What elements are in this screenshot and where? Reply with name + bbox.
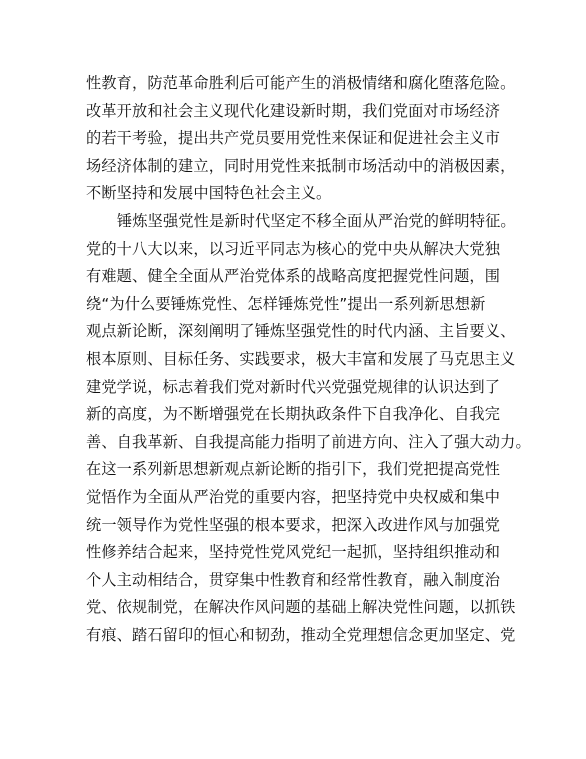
text-line: 党的十八大以来，以习近平同志为核心的党中央从解决大党独 bbox=[86, 239, 501, 258]
text-line: 观点新论断，深刻阐明了锤炼坚强党性的时代内涵、主旨要义、 bbox=[86, 322, 516, 341]
text-line: 性修养结合起来，坚持党性党风党纪一起抓，坚持组织推动和 bbox=[86, 543, 501, 562]
text-line: 的若干考验，提出共产党员要用党性来保证和促进社会主义市 bbox=[86, 129, 501, 148]
text-line: 有难题、健全全面从严治党体系的战略高度把握党性问题，围 bbox=[86, 267, 501, 286]
text-line: 党、依规制党，在解决作风问题的基础上解决党性问题，以抓铁 bbox=[86, 598, 516, 617]
text-line: 觉悟作为全面从严治党的重要内容，把坚持党中央权威和集中 bbox=[86, 487, 501, 506]
text-line: 有痕、踏石留印的恒心和韧劲，推动全党理想信念更加坚定、党 bbox=[86, 625, 516, 644]
text-line: 统一领导作为党性坚强的根本要求，把深入改进作风与加强党 bbox=[86, 515, 501, 534]
text-line: 不断坚持和发展中国特色社会主义。 bbox=[86, 184, 332, 203]
text-line: 善、自我革新、自我提高能力指明了前进方向、注入了强大动力。 bbox=[86, 432, 531, 451]
text-line: 在这一系列新思想新观点新论断的指引下，我们党把提高党性 bbox=[86, 460, 501, 479]
paragraph-first-line: 锤炼坚强党性是新时代坚定不移全面从严治党的鲜明特征。 bbox=[117, 211, 516, 230]
text-line: 根本原则、目标任务、实践要求，极大丰富和发展了马克思主义 bbox=[86, 349, 516, 368]
text-line: 性教育，防范革命胜利后可能产生的消极情绪和腐化堕落危险。 bbox=[86, 74, 516, 92]
text-line: 新的高度，为不断增强党在长期执政条件下自我净化、自我完 bbox=[86, 405, 501, 424]
body-text bbox=[86, 70, 531, 649]
text-line: 场经济体制的建立，同时用党性来抵制市场活动中的消极因素， bbox=[86, 156, 516, 175]
text-line: 建党学说，标志着我们党对新时代兴党强党规律的认识达到了 bbox=[86, 377, 501, 396]
text-line: 绕“为什么要锤炼党性、怎样锤炼党性”提出一系列新思想新 bbox=[86, 294, 486, 313]
text-line: 个人主动相结合，贯穿集中性教育和经常性教育，融入制度治 bbox=[86, 570, 501, 589]
text-line: 改革开放和社会主义现代化建设新时期，我们党面对市场经济 bbox=[86, 101, 501, 120]
